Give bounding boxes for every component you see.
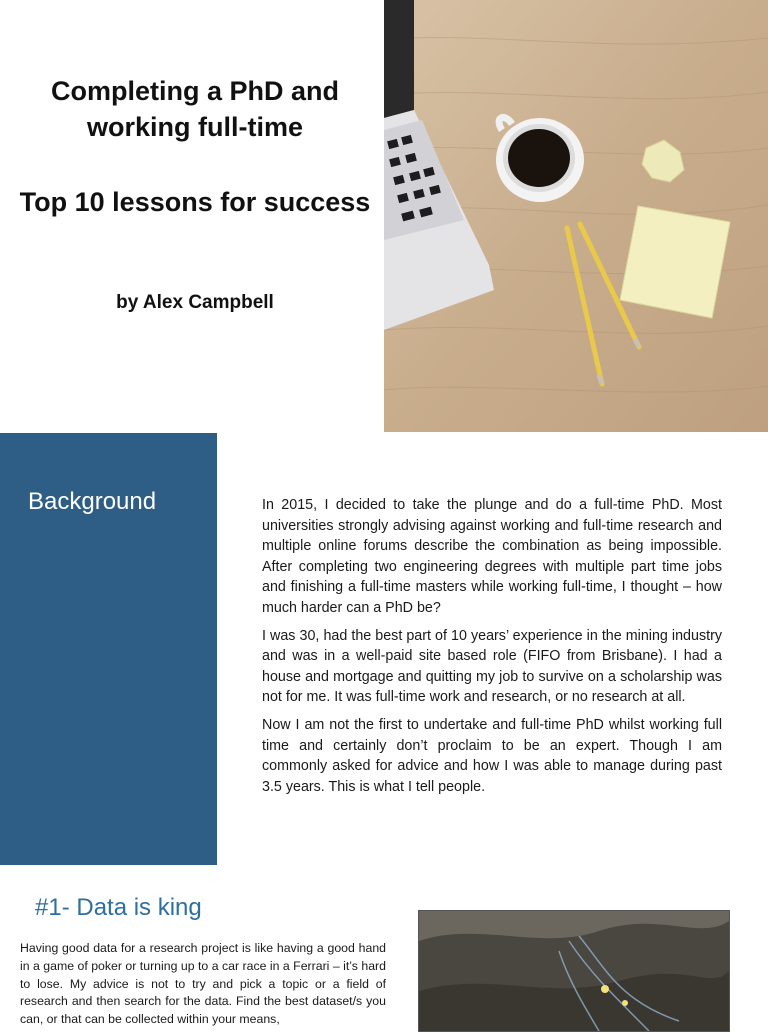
author-byline: by Alex Campbell — [116, 292, 274, 313]
background-paragraph: In 2015, I decided to take the plunge and do a full-time PhD. Most universities strongly advising against working and full-time research and multiple online forums describe the combination as being impossible. After completing two engineering degrees with multiple part time jobs and finishing a full-time masters while working full-time, I thought – how much harder can a PhD be? — [262, 497, 722, 616]
document-title: Completing a PhD and working full-time — [50, 76, 339, 142]
cover-panel — [0, 0, 384, 432]
background-body — [262, 495, 722, 804]
background-paragraph: I was 30, had the best part of 10 years’ experience in the mining industry and was in a well-paid site based role (FIFO from Brisbane). I had a house and mortgage and quitting my job to survive on a scholarship was not for me. It was full-time work and research, or no research at all. — [262, 627, 722, 706]
mine-photo — [418, 910, 730, 1032]
background-paragraph: Now I am not the first to undertake and full-time PhD whilst working full time and certainly don’t proclaim to be an expert. Though I am commonly asked for advice and how I was able to manage during past 3.5 years. This is what I tell people. — [262, 716, 722, 795]
lesson-1-heading: #1- Data is king — [35, 894, 202, 921]
document-subtitle: Top 10 lessons for success — [19, 187, 371, 217]
lesson-1-body — [20, 940, 386, 1029]
lesson-1-paragraph: Having good data for a research project is like having a good hand in a game of poker or turning up to a car race in a Ferrari – it’s hard to lose. My advice is not to try and pick a topic or a field of research and then search for the data. Find the best dataset/s you can, or that can be collected within your means, — [20, 941, 386, 1027]
desk-photo — [384, 0, 768, 432]
background-heading: Background — [28, 488, 157, 515]
